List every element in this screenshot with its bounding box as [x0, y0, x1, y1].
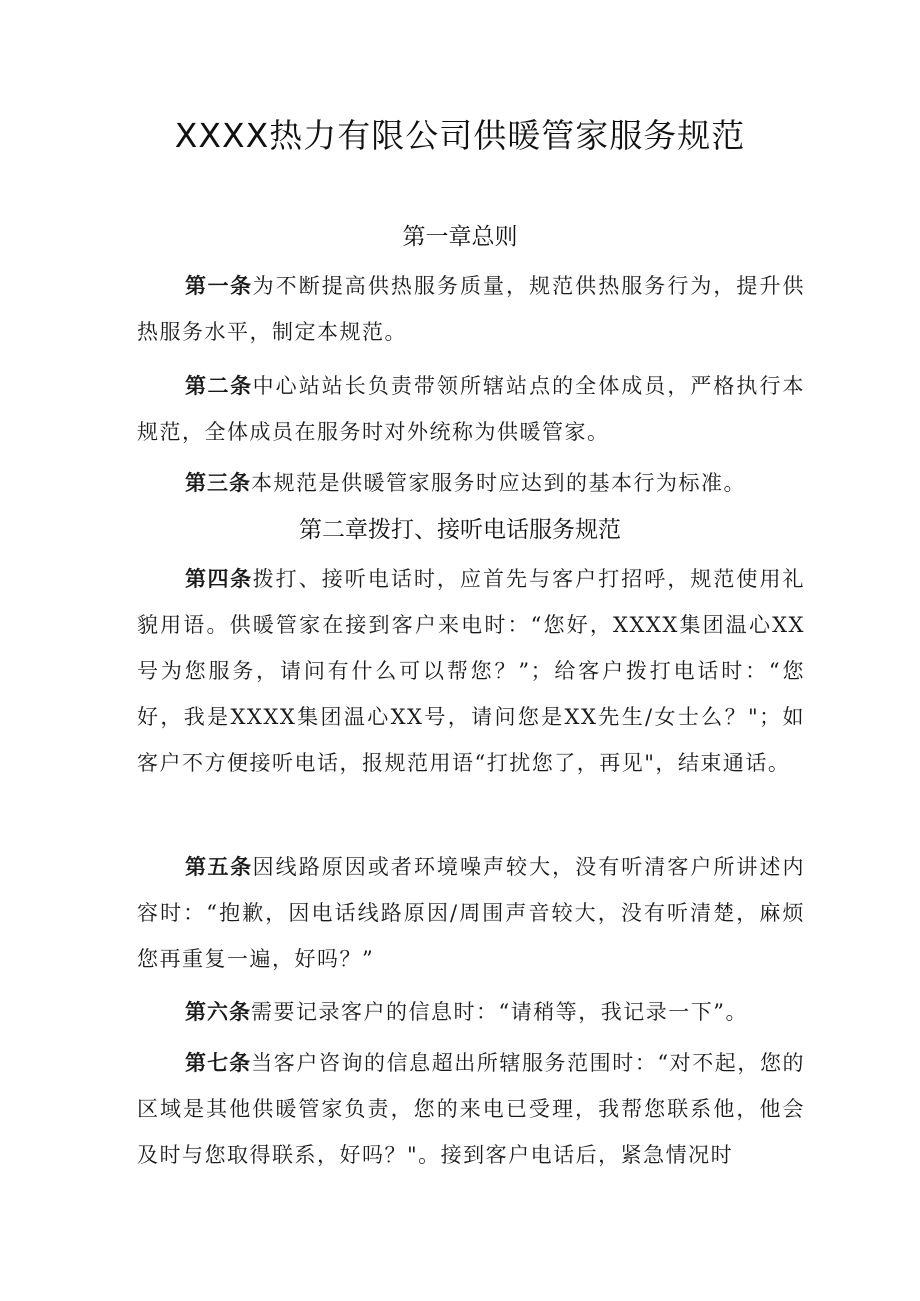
article-label: 第一条 — [185, 274, 253, 298]
chapter-heading-1: 第一章总则 — [402, 224, 518, 250]
article-label: 第七条 — [185, 1051, 252, 1075]
article-1 — [137, 263, 805, 355]
article-label: 第三条 — [185, 471, 251, 495]
article-label: 第五条 — [185, 855, 253, 879]
article-text: 需要记录客户的信息时：“请稍等，我记录一下”。 — [251, 1000, 748, 1024]
article-5 — [137, 844, 805, 982]
article-text: 拨打、接听电话时，应首先与客户打招呼，规范使用礼貌用语。供暖管家在接到客户来电时：“您好，XXXX集团温心XX号为您服务，请问有什么可以帮您？”；给客户拨打电话时：“您好，我是XXXX集团温心XX号，请问您是XX先生/女士么？"；如客户不方便接听电话，报规范用语“打扰您了，再见"，结束通话。 — [137, 567, 806, 775]
article-label: 第二条 — [185, 374, 253, 398]
article-6 — [137, 989, 805, 1035]
document-title: XXXX热力有限公司供暖管家服务规范 — [174, 116, 746, 155]
article-2 — [137, 363, 805, 455]
article-text: 中心站站长负责带领所辖站点的全体成员，严格执行本规范，全体成员在服务时对外统称为供暖管家。 — [137, 374, 806, 444]
article-7 — [137, 1040, 805, 1178]
article-text: 为不断提高供热服务质量，规范供热服务行为，提升供热服务水平，制定本规范。 — [137, 274, 806, 344]
article-text: 当客户咨询的信息超出所辖服务范围时：“对不起，您的区域是其他供暖管家负责，您的来电已受理，我帮您联系他，他会及时与您取得联系，好吗？"。接到客户电话后，紧急情况时 — [137, 1051, 806, 1167]
article-4 — [137, 556, 805, 786]
article-label: 第六条 — [185, 1000, 251, 1024]
article-text: 因线路原因或者环境噪声较大，没有听清客户所讲述内容时：“抱歉，因电话线路原因/周围声音较大，没有听清楚，麻烦您再重复一遍，好吗？” — [137, 855, 806, 971]
article-3 — [137, 460, 805, 506]
article-label: 第四条 — [185, 567, 253, 591]
chapter-heading-2: 第二章拨打、接听电话服务规范 — [299, 517, 621, 543]
article-text: 本规范是供暖管家服务时应达到的基本行为标准。 — [251, 471, 746, 495]
